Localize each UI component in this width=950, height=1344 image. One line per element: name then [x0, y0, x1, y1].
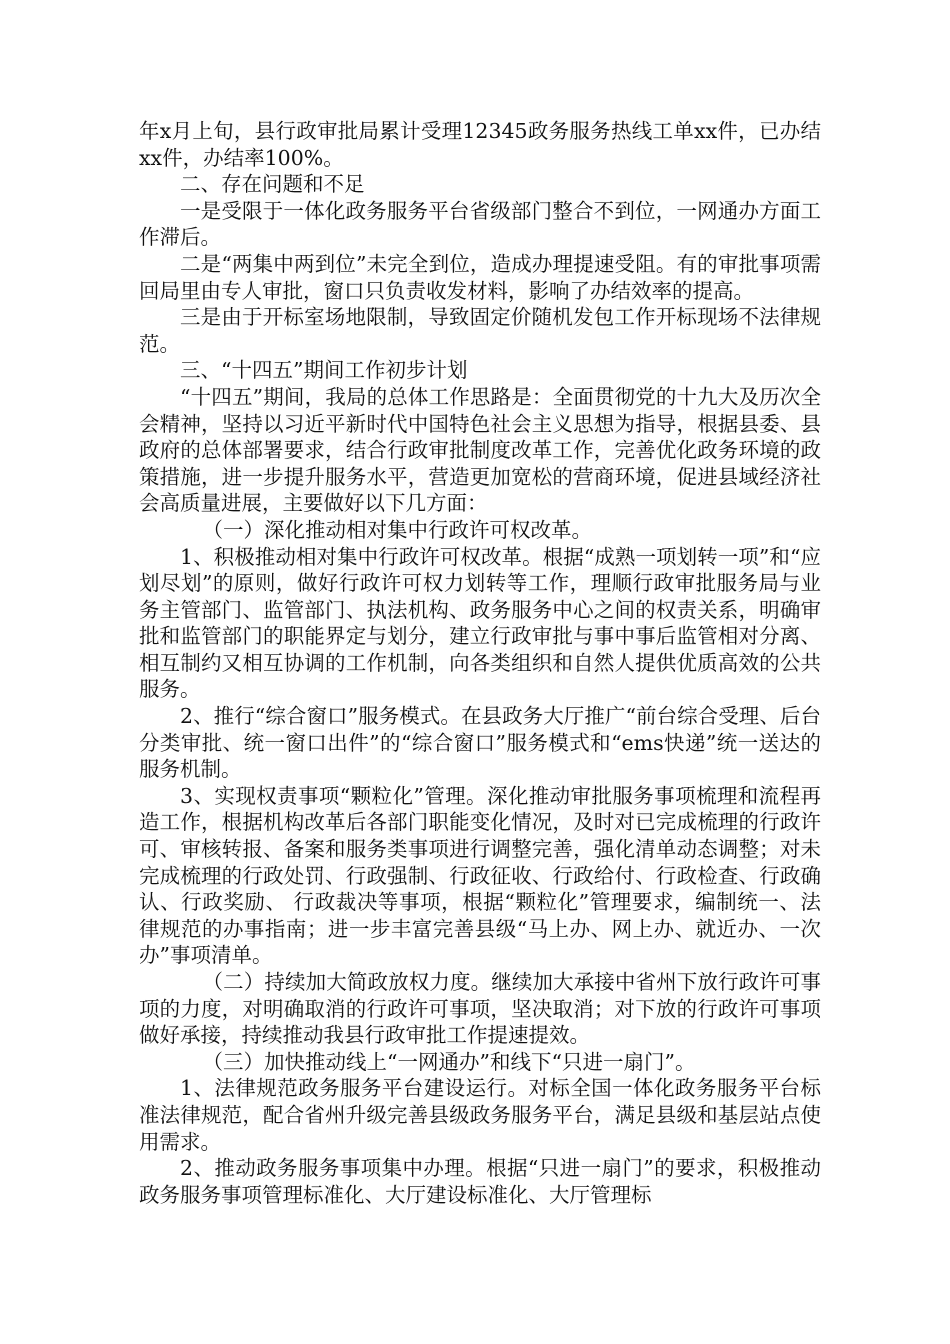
document-page: [139, 118, 821, 1208]
heading-plan: 三、“十四五”期间工作初步计划: [180, 358, 468, 383]
paragraph-section-two: （二）持续加大简政放权力度。继续加大承接中省州下放行政许可事项的力度，对明确取消的行政许可事项，坚决取消；对下放的行政许可事项做好承接，持续推动我县行政审批工作提速提效。: [139, 970, 821, 1048]
subheading-section-one: （一）深化推动相对集中行政许可权改革。: [202, 517, 593, 542]
paragraph-item-1-1: 1、积极推动相对集中行政许可权改革。根据“成熟一项划转一项”和“应划尽划”的原则，做好行政许可权力划转等工作，理顺行政审批服务局与业务主管部门、监管部门、执法机构、政务服务中心之间的权责关系，明确审批和监管部门的职能界定与划分，建立行政审批与事中事后监管相对分离、相互制约又相互协调的工作机制，向各类组织和自然人提供优质高效的公共服务。: [139, 544, 821, 702]
paragraph-item-3-2: 2、推动政务服务事项集中办理。根据“只进一扇门”的要求，积极推动政务服务事项管理标准化、大厅建设标准化、大厅管理标: [139, 1156, 821, 1207]
heading-problems: 二、存在问题和不足: [180, 172, 365, 197]
paragraph-plan-overview: “十四五”期间，我局的总体工作思路是：全面贯彻党的十九大及历次全会精神，坚持以习近平新时代中国特色社会主义思想为指导，根据县委、县政府的总体部署要求，结合行政审批制度改革工作，完善优化政务环境的政策措施，进一步提升服务水平，营造更加宽松的营商环境，促进县域经济社会高质量进展，主要做好以下几方面：: [139, 384, 821, 516]
paragraph-problem-two: 二是“两集中两到位”未完全到位，造成办理提速受阻。有的审批事项需回局里由专人审批，窗口只负责收发材料，影响了办结效率的提高。: [139, 251, 821, 303]
paragraph-item-1-3: 3、实现权责事项“颗粒化”管理。深化推动审批服务事项梳理和流程再造工作，根据机构改革后各部门职能变化情况，及时对已完成梳理的行政许可、审核转报、备案和服务类事项进行调整完善，强化清单动态调整；对未完成梳理的行政处罚、行政强制、行政征收、行政给付、行政检查、行政确认、行政奖励、 行政裁决等事项，根据“颗粒化”管理要求，编制统一、法律规范的办事指南；进一步丰富完善县级“马上办、网上办、就近办、一次办”事项清单。: [139, 783, 821, 968]
paragraph-item-3-1: 1、法律规范政务服务平台建设运行。对标全国一体化政务服务平台标准法律规范，配合省州升级完善县级政务服务平台，满足县级和基层站点使用需求。: [139, 1076, 821, 1154]
subheading-section-three: （三）加快推动线上“一网通办”和线下“只进一扇门”。: [202, 1049, 696, 1074]
paragraph-problem-one: 一是受限于一体化政务服务平台省级部门整合不到位，一网通办方面工作滞后。: [139, 198, 821, 250]
paragraph-problem-three: 三是由于开标室场地限制，导致固定价随机发包工作开标现场不法律规范。: [139, 305, 821, 356]
paragraph-hotline-summary: 年x月上旬，县行政审批局累计受理12345政务服务热线工单xx件，已办结xx件，办结率100%。: [139, 119, 821, 170]
paragraph-item-1-2: 2、推行“综合窗口”服务模式。在县政务大厅推广“前台综合受理、后台分类审批、统一窗口出件”的“综合窗口”服务模式和“ems快递”统一送达的服务机制。: [139, 704, 821, 782]
